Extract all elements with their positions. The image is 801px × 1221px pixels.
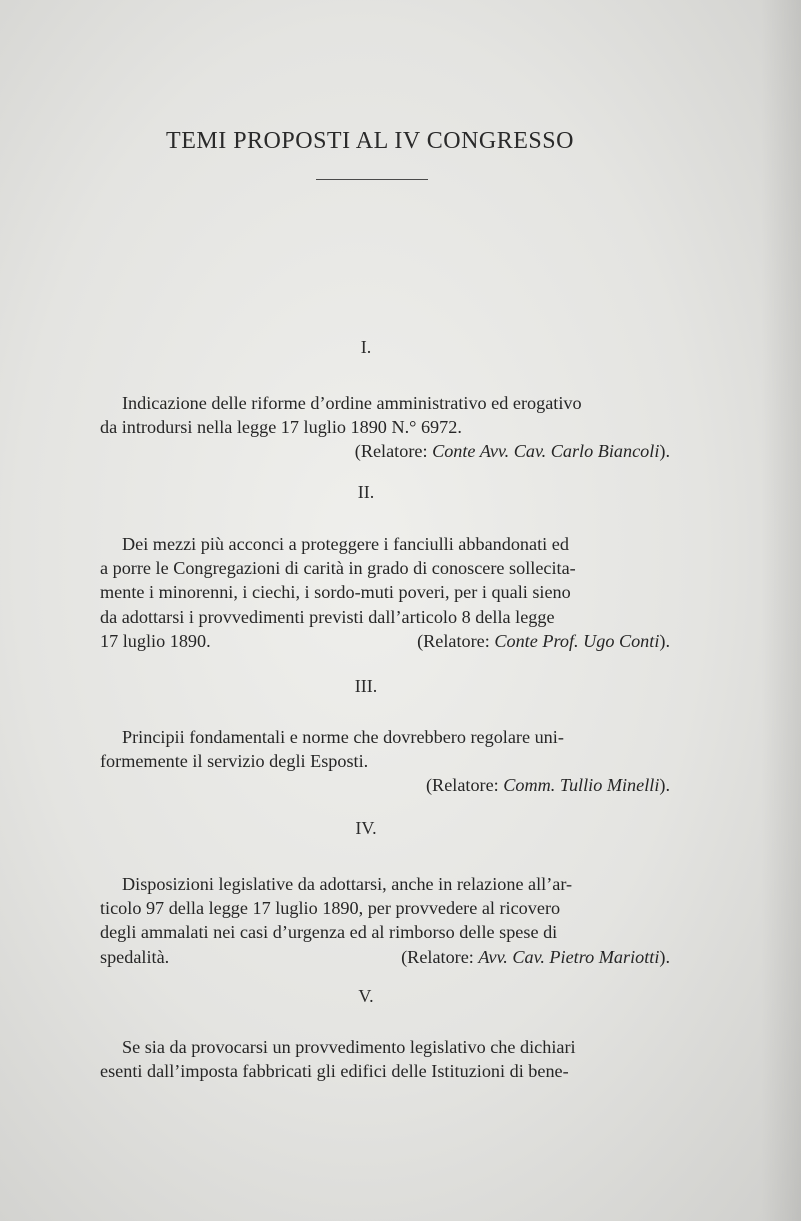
section-numeral-3: III. xyxy=(354,676,378,696)
relatore-line: (Relatore: Comm. Tullio Minelli). xyxy=(426,775,670,796)
text-line: da adottarsi i provvedimenti previsti dall’articolo 8 della legge xyxy=(100,606,555,627)
section-numeral-1: I. xyxy=(360,337,372,357)
section-1-text xyxy=(100,391,670,464)
relatore-line: spedalità. (Relatore: Avv. Cav. Pietro Mariotti). xyxy=(100,946,670,967)
page-title: TEMI PROPOSTI AL IV CONGRESSO xyxy=(166,128,574,154)
text-line: Dei mezzi più acconci a proteggere i fanciulli abbandonati ed xyxy=(122,534,569,554)
section-4-text xyxy=(100,872,670,969)
text-line: formemente il servizio degli Esposti. xyxy=(100,751,369,772)
section-5-text xyxy=(100,1035,670,1083)
text-line: Indicazione delle riforme d’ordine amministrativo ed erogativo xyxy=(122,393,582,413)
text-line: a porre le Congregazioni di carità in grado di conoscere sollecita- xyxy=(100,558,576,579)
section-2-text xyxy=(100,532,670,653)
text-line: Principii fondamentali e norme che dovrebbero regolare uni- xyxy=(122,727,564,747)
text-line: degli ammalati nei casi d’urgenza ed al rimborso delle spese di xyxy=(100,922,558,943)
text-line: da introdursi nella legge 17 luglio 1890 N.° 6972. xyxy=(100,417,462,438)
section-numeral-4: IV. xyxy=(355,818,377,838)
relatore-line: 17 luglio 1890. (Relatore: Conte Prof. Ugo Conti). xyxy=(100,630,670,651)
section-numeral-5: V. xyxy=(358,986,374,1006)
text-line: mente i minorenni, i ciechi, i sordo-muti poveri, per i quali sieno xyxy=(100,582,571,603)
text-line: Disposizioni legislative da adottarsi, anche in relazione all’ar- xyxy=(122,874,573,894)
text-line: Se sia da provocarsi un provvedimento legislativo che dichiari xyxy=(122,1037,576,1057)
text-line: esenti dall’imposta fabbricati gli edifici delle Istituzioni di bene- xyxy=(100,1061,569,1082)
relatore-line: (Relatore: Conte Avv. Cav. Carlo Biancoli). xyxy=(354,441,670,462)
section-numeral-2: II. xyxy=(357,482,375,502)
section-3-text xyxy=(100,725,670,798)
title-rule xyxy=(316,179,428,180)
page-edge-shadow xyxy=(761,0,801,1221)
text-line: ticolo 97 della legge 17 luglio 1890, per provvedere al ricovero xyxy=(100,898,561,919)
